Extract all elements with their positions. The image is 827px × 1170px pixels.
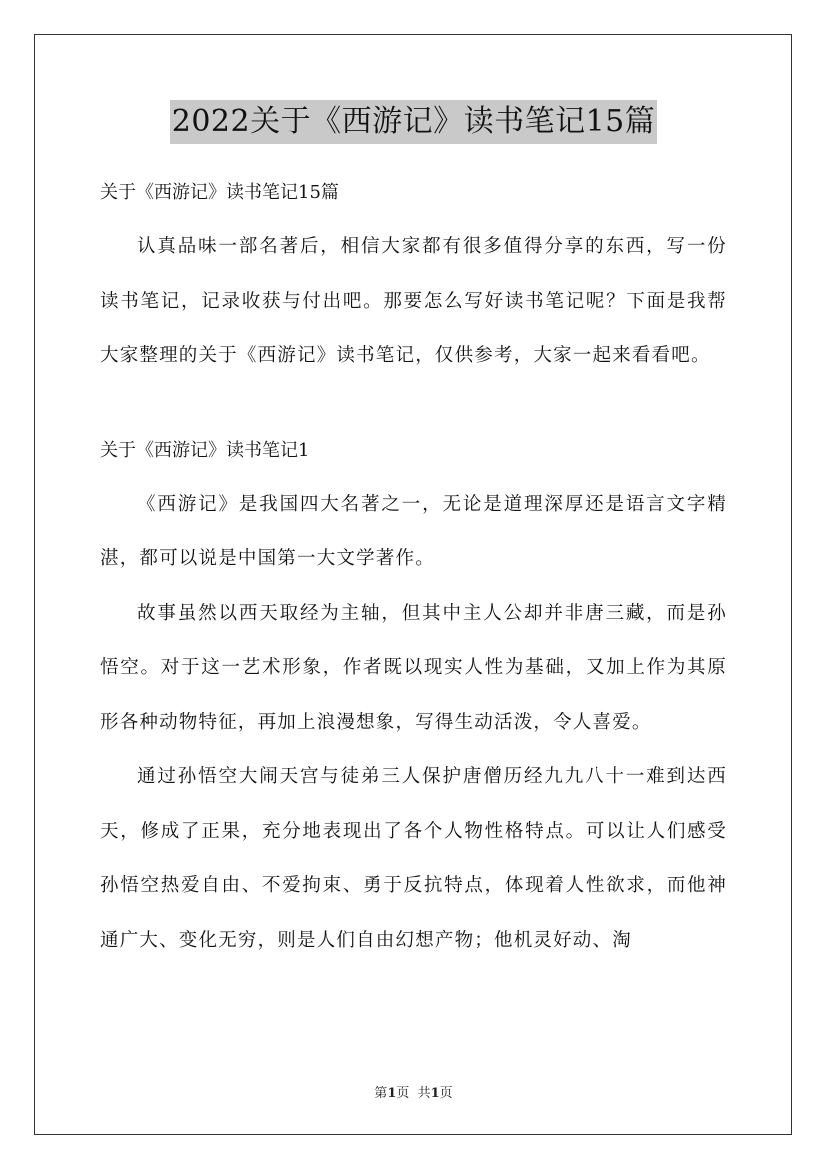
title-container [0, 100, 827, 144]
footer-total-pages: 1 [430, 1086, 440, 1101]
document-body [100, 172, 727, 968]
section-gap [100, 384, 727, 430]
page-footer [0, 1082, 827, 1101]
footer-total-suffix: 页 [439, 1086, 453, 1101]
body-paragraph: 《西游记》是我国四大名著之一，无论是道理深厚还是语言文字精湛，都可以说是中国第一大文学著作。 [100, 493, 727, 569]
body-paragraph: 故事虽然以西天取经为主轴，但其中主人公却并非唐三藏，而是孙悟空。对于这一艺术形象，作者既以现实人性为基础，又加上作为其原形各种动物特征，再加上浪漫想象，写得生动活泼，令人喜爱。 [100, 602, 727, 733]
section-heading: 关于《西游记》读书笔记1 [100, 439, 310, 461]
document-title: 2022关于《西游记》读书笔记15篇 [170, 100, 658, 144]
footer-page-number: 1 [387, 1086, 397, 1101]
footer-page-prefix: 第 [374, 1086, 388, 1101]
intro-heading: 关于《西游记》读书笔记15篇 [100, 182, 339, 203]
intro-paragraph: 认真品味一部名著后，相信大家都有很多值得分享的东西，写一份读书笔记，记录收获与付出吧。那要怎么写好读书笔记呢？下面是我帮大家整理的关于《西游记》读书笔记，仅供参考，大家一起来看看吧。 [100, 236, 727, 366]
footer-page-suffix: 页 共 [396, 1086, 431, 1101]
body-paragraph: 通过孙悟空大闹天宫与徒弟三人保护唐僧历经九九八十一难到达西天，修成了正果，充分地表现出了各个人物性格特点。可以让人们感受孙悟空热爱自由、不爱拘束、勇于反抗特点，体现着人性欲求，而他神通广大、变化无穷，则是人们自由幻想产物；他机灵好动、淘 [100, 766, 727, 951]
